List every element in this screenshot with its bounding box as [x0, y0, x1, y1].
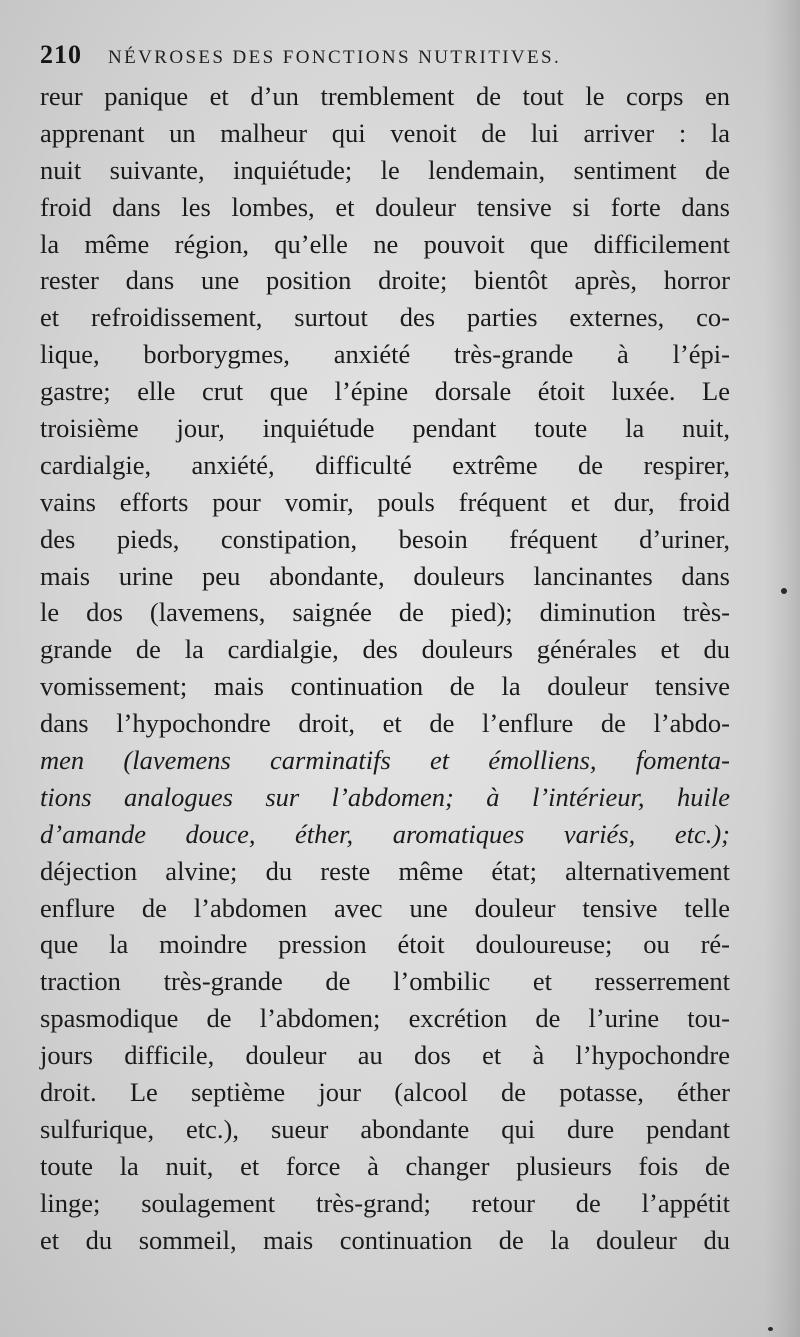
- text-line: droit. Le septième jour (alcool de potasse, éther: [40, 1077, 730, 1108]
- text-line: des pieds, constipation, besoin fréquent d’uriner,: [40, 523, 730, 554]
- page-header: [40, 40, 740, 76]
- text-line: nuit suivante, inquiétude; le lendemain, sentiment de: [40, 154, 730, 185]
- text-line: que la moindre pression étoit douloureuse; ou ré-: [40, 929, 730, 960]
- text-line: vomissement; mais continuation de la douleur tensive: [40, 671, 730, 702]
- text-line: le dos (lavemens, saignée de pied); diminution très-: [40, 597, 730, 628]
- text-line: gastre; elle crut que l’épine dorsale étoit luxée. Le: [40, 376, 730, 407]
- page-edge-shadow: [764, 0, 800, 1337]
- text-line: men (lavemens carminatifs et émolliens, fomenta-: [40, 745, 730, 776]
- text-line: sulfurique, etc.), sueur abondante qui dure pendant: [40, 1113, 730, 1144]
- text-line: grande de la cardialgie, des douleurs générales et du: [40, 634, 730, 665]
- text-line: spasmodique de l’abdomen; excrétion de l’urine tou-: [40, 1003, 730, 1034]
- text-line: et du sommeil, mais continuation de la douleur du: [40, 1224, 730, 1255]
- text-line: lique, borborygmes, anxiété très-grande à l’épi-: [40, 339, 730, 370]
- text-line: déjection alvine; du reste même état; alternativement: [40, 855, 730, 886]
- text-line: rester dans une position droite; bientôt après, horror: [40, 265, 730, 296]
- text-line: enflure de l’abdomen avec une douleur tensive telle: [40, 892, 730, 923]
- text-line: la même région, qu’elle ne pouvoit que difficilement: [40, 228, 730, 259]
- text-line: troisième jour, inquiétude pendant toute la nuit,: [40, 413, 730, 444]
- text-line: et refroidissement, surtout des parties externes, co-: [40, 302, 730, 333]
- text-line: traction très-grande de l’ombilic et resserrement: [40, 966, 730, 997]
- text-line: toute la nuit, et force à changer plusieurs fois de: [40, 1150, 730, 1181]
- ink-speck: [781, 588, 787, 594]
- page-number: 210: [40, 40, 82, 69]
- text-line: apprenant un malheur qui venoit de lui arriver : la: [40, 117, 730, 148]
- text-line: cardialgie, anxiété, difficulté extrême de respirer,: [40, 449, 730, 480]
- ink-speck: [768, 1327, 773, 1331]
- text-line: dans l’hypochondre droit, et de l’enflure de l’abdo-: [40, 708, 730, 739]
- running-head: NÉVROSES DES FONCTIONS NUTRITIVES.: [108, 47, 562, 68]
- text-line: froid dans les lombes, et douleur tensive si forte dans: [40, 191, 730, 222]
- text-line: reur panique et d’un tremblement de tout le corps en: [40, 81, 730, 111]
- text-line: tions analogues sur l’abdomen; à l’intérieur, huile: [40, 781, 730, 812]
- text-line: jours difficile, douleur au dos et à l’hypochondre: [40, 1040, 730, 1071]
- text-line: mais urine peu abondante, douleurs lancinantes dans: [40, 560, 730, 591]
- body-text: [40, 78, 730, 1259]
- text-line: vains efforts pour vomir, pouls fréquent et dur, froid: [40, 486, 730, 517]
- text-line: linge; soulagement très-grand; retour de l’appétit: [40, 1187, 730, 1218]
- text-line: d’amande douce, éther, aromatiques variés, etc.);: [40, 818, 730, 849]
